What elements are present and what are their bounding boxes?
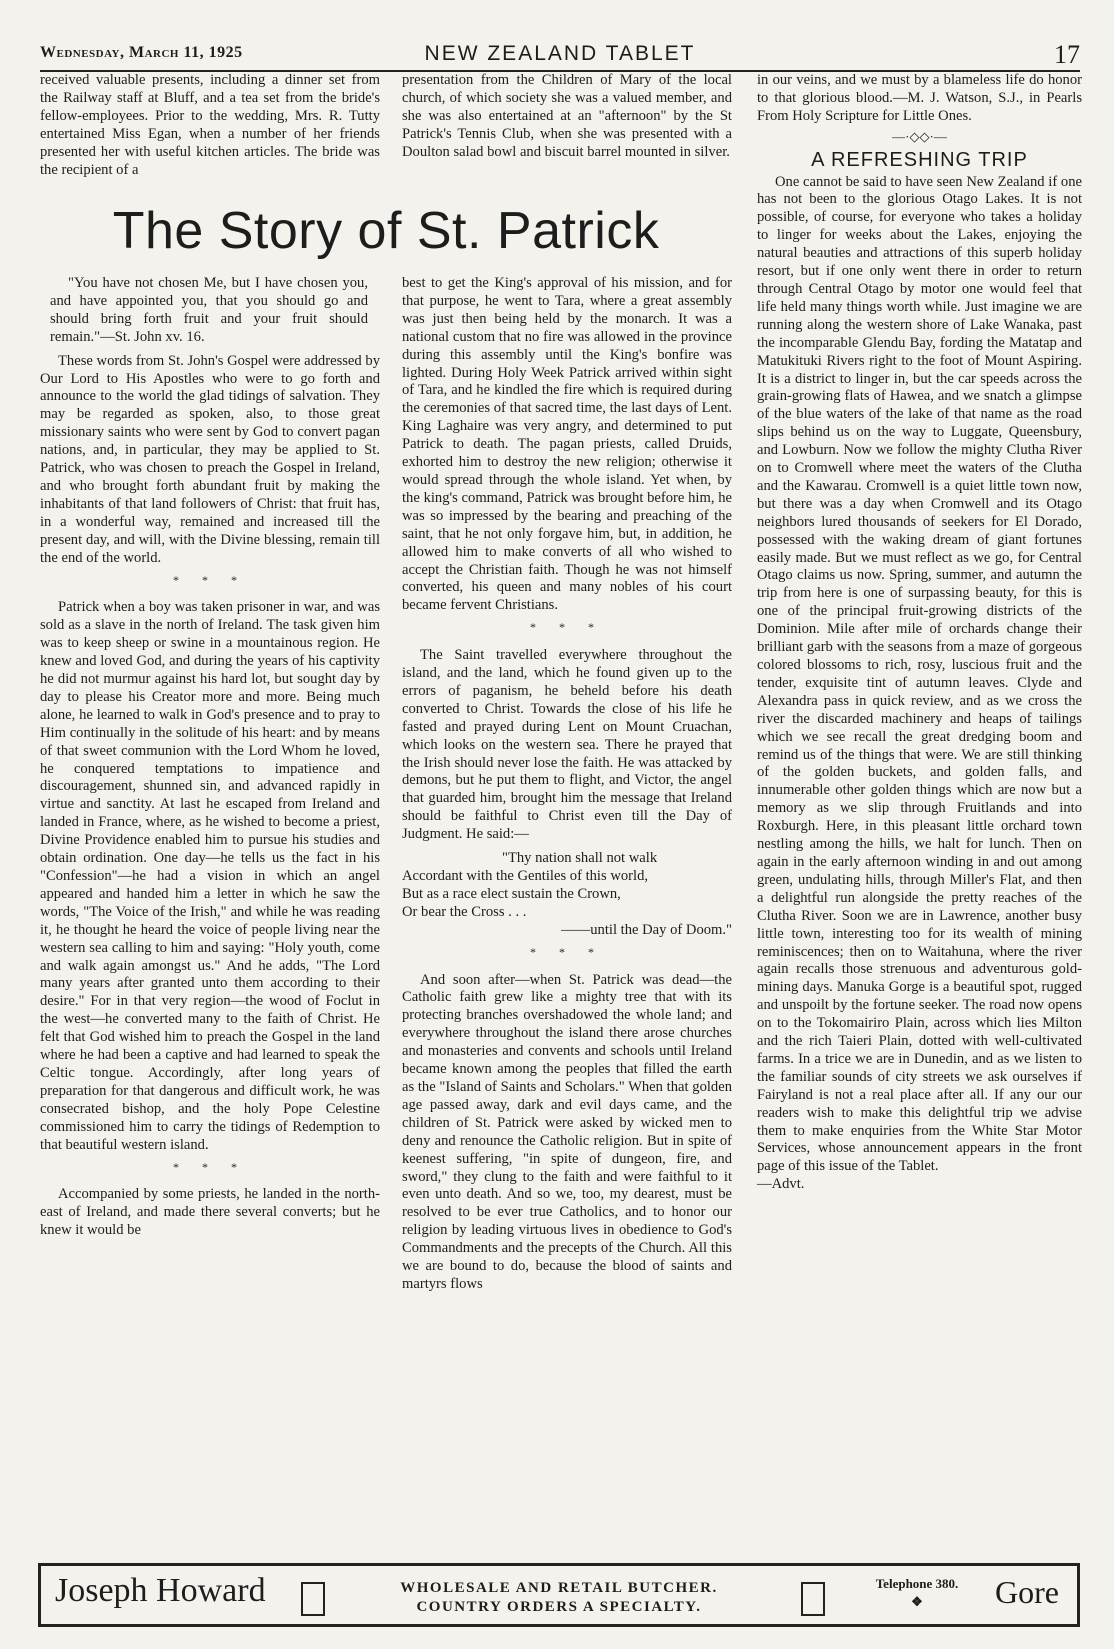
story-paragraph: And soon after—when St. Patrick was dead—the Catholic faith grew like a mighty tree that with its protecting branches overshadowed the whole land; and everywhere throughout the island there arose churches and monasteries and convents and schools until Ireland became known among the peoples that filled the earth as the "Island of Saints and Scholars." When that golden age passed away, dark and evil days came, and the children of St. Patrick were asked by wicked men to deny and renounce the Catholic religion. But in spite of keenest suffering, "in spite of dungeon, fire, and sword," they clung to the faith and were faithful to it even unto death. And so we, too, my dearest, must be resolved to be ever true Catholics, and to honor our religion by leading virtuous lives in obedience to God's Commandments and the precepts of the Church. All this we are bound to do, because the blood of saints and martyrs flows	[402, 971, 732, 1292]
poem-line: But as a race elect sustain the Crown,	[402, 885, 621, 902]
advertiser-name: Joseph Howard	[55, 1572, 266, 1609]
wedding-text-continued: received valuable presents, including a dinner set from the Railway staff at Bluff, and a tea set from the bride's fellow-employees. Prior to the wedding, Mrs. R. Tutty entertained Miss Egan, when a number of her friends presented her with useful kitchen articles. The bride was the recipient of a	[40, 72, 380, 178]
decorative-box	[301, 1582, 325, 1616]
advt-tag: —Advt.	[757, 1176, 805, 1193]
column-2-top	[402, 72, 732, 162]
separator-stars: * * *	[173, 1159, 247, 1174]
story-paragraph: best to get the King's approval of his mission, and for that purpose, he went to Tara, where a great assembly was just then being held by the monarch. It was a national custom that no fire was allowed in the province during this assembly until the King's bonfire was lighted. During Holy Week Patrick arrived within sight of Tara, and he kindled the fire which is required during the ceremonies of that sacred time, the last days of Lent. King Laghaire was very angry, and determined to put Patrick to death. The pagan priests, called Druids, exhorted him to destroy the new religion; otherwise it would spread through the whole island. Yet when, by the king's command, Patrick was brought before him, he was so impressed by the bearing and preaching of the saint, that he not only forgave him, but, in addition, he allowed him to make converts of all who wished to accept the Christian faith. Though he was not himself converted, his queen and many nobles of his court became fervent Christians.	[402, 275, 732, 614]
advert-line-2: COUNTRY ORDERS A SPECIALTY.	[416, 1599, 702, 1615]
story-column-1	[40, 275, 380, 1240]
story-paragraph: These words from St. John's Gospel were addressed by Our Lord to His Apostles who were to go forth and announce to the world the glad tidings of salvation. They may be regarded as spoken, also, to those great missionary saints who were sent by God to convert pagan nations, and, in particular, they may be applied to St. Patrick, who was chosen to preach the Gospel in Ireland, and who brought forth abundant fruit by making the inhabitants of that land followers of Christ: that fruit has, in a wonderful way, remained and increased till the present day, and will, with the Divine blessing, remain till the end of the world.	[40, 352, 380, 566]
separator-stars: * * *	[530, 620, 604, 635]
telephone-label: Telephone 380.	[875, 1576, 959, 1591]
telephone-number	[867, 1575, 967, 1611]
column-1-top	[40, 72, 380, 179]
telephone-ornament: ❖	[911, 1594, 923, 1609]
article-title: The Story of St. Patrick	[112, 202, 660, 260]
story-paragraph: Accompanied by some priests, he landed in the north-east of Ireland, and made there several converts; but he knew it would be	[40, 1186, 380, 1239]
flourish-divider: —·◇◇·—	[892, 128, 947, 144]
epigraph: "You have not chosen Me, but I have chosen you, and have appointed you, that you should go and should bring forth fruit and your fruit should remain."—St. John xv. 16.	[50, 275, 368, 345]
poem-line: Accordant with the Gentiles of this world,	[402, 868, 649, 884]
story-paragraph: The Saint travelled everywhere throughout the island, and the land, which he found given up to the errors of paganism, he beheld before his death converted to Christ. Towards the close of his life he fasted and prayed during Lent on Mount Cruachan, which looks on the western sea. There he prayed that the Irish should never lose the faith. He was attacked by demons, but he put them to flight, and Victor, the angel that guarded him, brought him the message that Ireland should be faithful to Christ even till the Day of Judgment. He said:—	[402, 647, 732, 843]
column-3	[757, 72, 1082, 1194]
decorative-box	[801, 1582, 825, 1616]
butcher-advertisement	[38, 1563, 1080, 1627]
page-number: 17	[1054, 40, 1080, 69]
story-column-2	[402, 275, 732, 1294]
story-paragraph: Patrick when a boy was taken prisoner in war, and was sold as a slave in the north of Ireland. The task given him was to keep sheep or swine in a mountainous region. He knew and loved God, and during the years of his captivity he did not murmur against his hard lot, but sought day by day to please his Creator more and more. Being much alone, he learned to walk in God's presence and to pray to Him continually in the solitude of his heart: and by means of that sweet communion with the Lord Whom he loved, he conquered temptations to impatience and discouragement, shunned sin, and advanced rapidly in virtue and sanctity. At last he escaped from Ireland and landed in France, where, as he wished to become a priest, Divine Providence enabled him to pursue his studies and obtain ordination. One day—he tells us the fact in his "Confession"—he had a vision in which an angel appeared and handed him a letter in which he saw the words, "The Voice of the Irish," and while he was reading it, he thought he heard the voice of people living near the western sea calling to him and saying: "Holy youth, come and walk again amongst us." And he adds, "The Lord many years after granted unto them according to their desire." For in that very region—the wood of Foclut in the west—he converted many to the faith of Christ. He felt that God wished him to preach the Gospel in the land where he had been a captive and had learned to speak the Celtic tongue. Accordingly, after long years of preparation for that dangerous and difficult work, he was consecrated bishop, and the holy Pope Celestine commissioned him to carry the tidings of Redemption to that beautiful western island.	[40, 599, 380, 1153]
poem-line: ——until the Day of Doom."	[561, 921, 732, 938]
poem-quote	[402, 850, 732, 940]
wedding-text-ending: presentation from the Children of Mary of the local church, of which society she was a valued member, and she was also entertained at an "afternoon" by the St Patrick's Tennis Club, when she was presented with a Doulton salad bowl and biscuit barrel mounted in silver.	[402, 72, 732, 160]
trip-body: One cannot be said to have seen New Zealand if one has not been to the glorious Otago Lakes. It is not possible, of course, for everyone who takes a holiday to linger for weeks about the Lakes, enjoying the natural beauties and attractions of this superb holiday resort, but if one only went there in order to return through Central Otago by motor one would feel that life held many things worth while. Just imagine we are running along the western shore of Lake Wanaka, past the incomparable Glendu Bay, fording the Matatap and Matukituki Rivers right to the foot of Mount Aspiring. It is a district to linger in, but the car speeds across the grain-growing flats of Hawea, and we snatch a glimpse of the blue waters of the lake of that name as the road slips behind us on the way to Luggate, Queensbury, and Lowburn. Now we follow the mighty Clutha River on to Cromwell where meet the waters of the Clutha and the Kawarau. Cromwell is a quiet little town now, but there was a day when Cromwell and its Otago neighbors lured thousands of seekers for El Dorado, possessed with the waking dream of giant fortunes easily made. But we must reflect as we go, for Central Otago claims us now. Spring, summer, and autumn the trip from here is one of surpassing beauty, for this is one of the principal fruit-growing districts of the Dominion. Mile after mile of orchards change their brilliant garb with the seasons from a maze of gorgeous colored blossoms to rich, rosy, luscious fruit and the tender, exquisite tint of autumn leaves. Clyde and Alexandra pass in quick review, and as we cross the river the discarded machinery and heaps of tailings which we see recall the great dredging boom and remind us of the things that were. We are still thinking of the golden buckets, and golden falls, and innumerable other golden things which are now but a memory as we slip through Fruitlands and into Roxburgh. Here, in this pleasant little orchard town nestling among the hills, we halt for lunch. Then on again in the early afternoon winding in and out among green, undulating hills, through Miller's Flat, and then a delightful run alongside the pretty reaches of the Clutha River. Soon we are in Lawrence, another busy little town, interesting too for its wealth of mining reminiscences; then on to Waitahuna, where the river again recalls those strenuous and adventurous gold-mining days. Manuka Gorge is a beautiful spot, rugged and unspoilt by the fortune seeker. The road now opens on to the Tokomairiro Plain, across which lies Milton and the rich Taieri Plain, dotted with well-cultivated farms. In a trice we are in Dunedin, and as we listen to the familiar sounds of city streets we ask ourselves if Fairyland is not a real place after all. If any our our readers wish to make this delightful trip we advise them to make enquiries from the White Star Motor Services, whose announcement appears in the front page of this issue of the Tablet.	[757, 173, 1082, 1175]
trip-heading: A REFRESHING TRIP	[811, 148, 1028, 171]
story-ending: in our veins, and we must by a blameless life do honor to that glorious blood.—M. J. Watson, S.J., in Pearls From Holy Scripture for Little Ones.	[757, 72, 1082, 124]
advert-town: Gore	[995, 1574, 1059, 1610]
poem-line: "Thy nation shall not walk	[502, 850, 658, 867]
issue-date: Wednesday, March 11, 1925	[40, 44, 243, 61]
advert-line-1: WHOLESALE AND RETAIL BUTCHER.	[400, 1580, 718, 1596]
page-header	[40, 40, 1080, 72]
advert-tagline	[349, 1579, 769, 1617]
separator-stars: * * *	[530, 944, 604, 959]
separator-stars: * * *	[173, 572, 247, 587]
publication-title: NEW ZEALAND TABLET	[424, 42, 696, 65]
poem-line: Or bear the Cross . . .	[402, 903, 527, 920]
